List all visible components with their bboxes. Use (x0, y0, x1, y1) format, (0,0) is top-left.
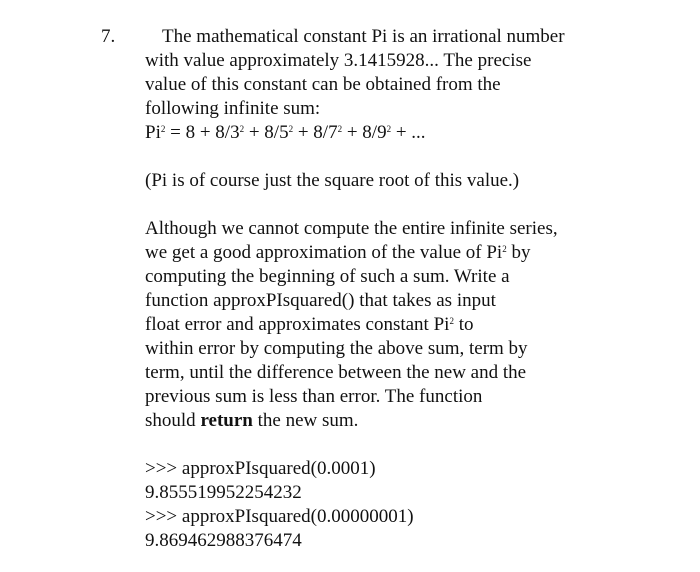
description-line: within error by computing the above sum, term by (145, 338, 528, 359)
problem-number: 7. (101, 26, 116, 47)
formula-exponent: 2 (239, 124, 245, 134)
example-result: 9.869462988376474 (145, 530, 302, 551)
formula-term: + 8/5 (244, 122, 289, 143)
formula-term: + 8/9 (342, 122, 387, 143)
formula-exponent: 2 (160, 124, 166, 134)
description-line: function approxPIsquared() that takes as input (145, 290, 496, 311)
intro-line: value of this constant can be obtained from the (145, 74, 501, 95)
note-text: (Pi is of course just the square root of this value.) (145, 170, 520, 191)
problem-body (145, 25, 665, 553)
exponent: 2 (502, 244, 507, 254)
formula-term: + 8/7 (293, 122, 338, 143)
return-keyword: return (200, 410, 253, 431)
example-call: >>> approxPIsquared(0.0001) (145, 458, 376, 479)
intro-line: following infinite sum: (145, 98, 321, 119)
description-line: we get a good approximation of the value of Pi$^2$ by (145, 242, 531, 263)
formula-term: = 8 + 8/3 (165, 122, 240, 143)
formula-exponent: 2 (337, 124, 343, 134)
example-result: 9.855519952254232 (145, 482, 302, 503)
example-call: >>> approxPIsquared(0.00000001) (145, 506, 414, 527)
description-line: previous sum is less than error. The function (145, 386, 483, 407)
formula-exponent: 2 (288, 124, 294, 134)
description-line: float error and approximates constant Pi$^2$ to (145, 314, 474, 335)
exponent: 2 (449, 316, 454, 326)
description-line: Although we cannot compute the entire infinite series, (145, 218, 558, 239)
intro-line: The mathematical constant Pi is an irrational number (162, 26, 565, 47)
description-line: term, until the difference between the new and the (145, 362, 527, 383)
intro-line: with value approximately 3.1415928... The precise (145, 50, 532, 71)
formula-exponent: 2 (386, 124, 392, 134)
series-formula (145, 121, 665, 145)
description-line: should return the new sum. (145, 410, 359, 431)
description-line: computing the beginning of such a sum. Write a (145, 266, 510, 287)
formula-tail: + ... (391, 122, 426, 143)
formula-lhs: Pi (145, 122, 161, 143)
